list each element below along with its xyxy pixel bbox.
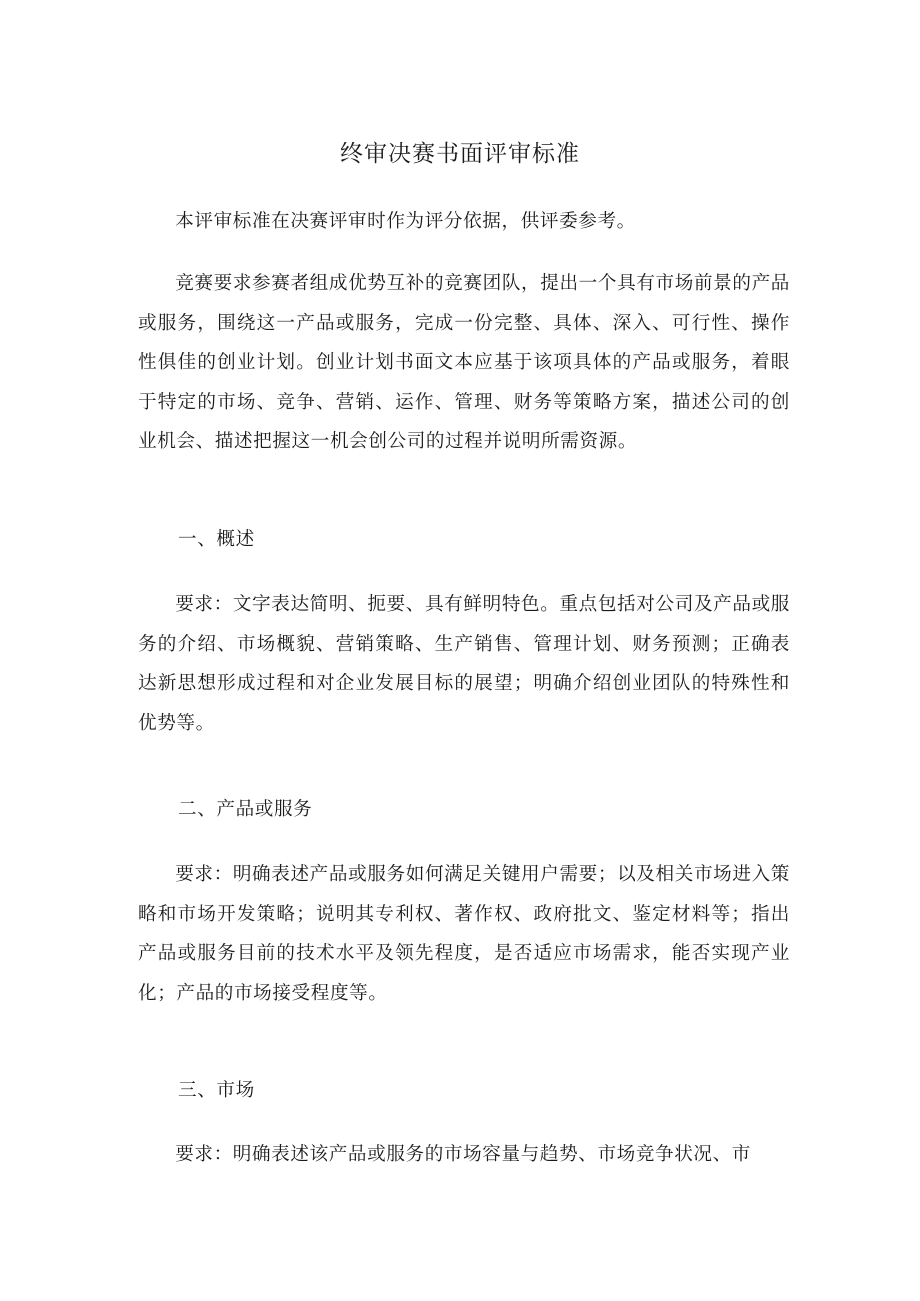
intro-paragraph: 本评审标准在决赛评审时作为评分依据，供评委参考。: [175, 211, 636, 232]
section-heading-product: 二、产品或服务: [178, 799, 313, 820]
section-heading-market: 三、市场: [178, 1080, 255, 1101]
document-title: 终审决赛书面评审标准: [340, 141, 580, 167]
main-paragraph: 竞赛要求参赛者组成优势互补的竞赛团队，提出一个具有市场前景的产品或服务，围绕这一产品或服务，完成一份完整、具体、深入、可行性、操作性俱佳的创业计划。创业计划书面文本应基于该项具体的产品或服务，着眼于特定的市场、竞争、营销、运作、管理、财务等策略方案，描述公司的创业机会、描述把握这一机会创公司的过程并说明所需资源。: [138, 273, 790, 452]
section-body-overview: 要求：文字表达简明、扼要、具有鲜明特色。重点包括对公司及产品或服务的介绍、市场概貌、营销策略、生产销售、管理计划、财务预测；正确表达新思想形成过程和对企业发展目标的展望；明确介绍创业团队的特殊性和优势等。: [138, 594, 790, 734]
section-heading-overview: 一、概述: [178, 529, 255, 550]
section-body-product: 要求：明确表述产品或服务如何满足关键用户需要；以及相关市场进入策略和市场开发策略；说明其专利权、著作权、政府批文、鉴定材料等；指出产品或服务目前的技术水平及领先程度，是否适应市场需求，能否实现产业化；产品的市场接受程度等。: [138, 864, 790, 1004]
section-body-market: 要求：明确表述该产品或服务的市场容量与趋势、市场竞争状况、市: [175, 1144, 752, 1165]
